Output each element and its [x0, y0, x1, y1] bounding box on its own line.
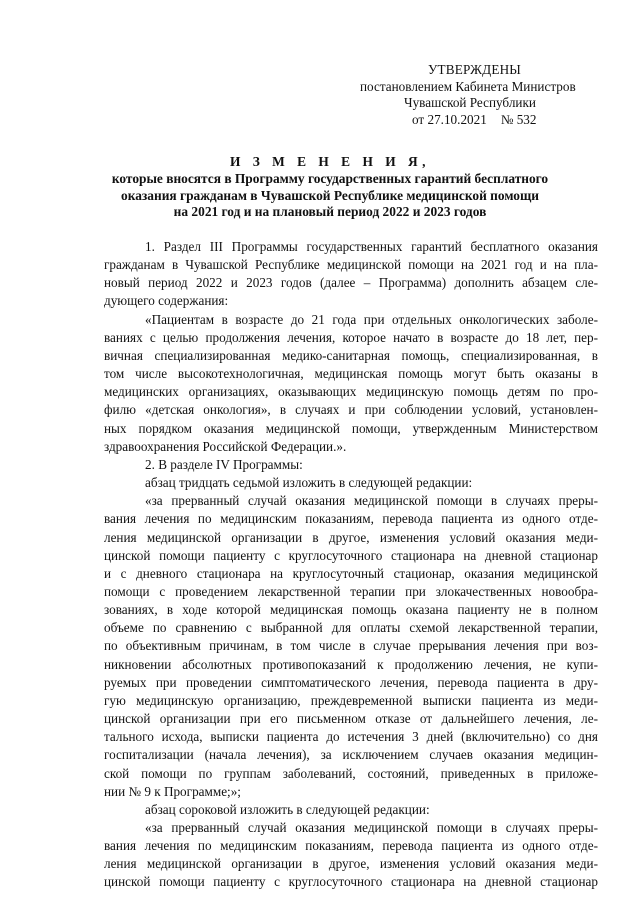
body-line: ваниях с целью продолжения лечения, которое начато в возрасте до 18 лет, пер-: [104, 329, 598, 345]
body-line: филю «детская онкология», в случаях и при соблюдении условий, установлен-: [104, 402, 598, 418]
body-line: зованиях, в ходе которой медицинская помощь оказана пациенту не в полном: [104, 602, 598, 618]
body-line: вания лечения по медицинским показаниям, перевода пациента из одного отде-: [104, 838, 598, 854]
body-line: помощи с проведением лекарственной терапии при злокачественных новообра-: [104, 583, 598, 599]
approval-date: от 27.10.2021: [412, 111, 487, 127]
body-line: ской помощи по группам заболеваний, состояний, приведенных в приложе-: [104, 765, 598, 781]
body-line: вания лечения по медицинским показаниям, перевода пациента из одного отде-: [104, 511, 598, 527]
body-line: 1. Раздел III Программы государственных гарантий бесплатного оказания: [145, 239, 598, 254]
body-line: абзац тридцать седьмой изложить в следующей редакции:: [145, 475, 473, 491]
body-line: и с дневного стационара на круглосуточный стационар, оказания медицинской: [104, 565, 598, 581]
title-main: И З М Е Н Е Н И Я,: [229, 154, 431, 169]
title-sub-line: которые вносятся в Программу государственных гарантий бесплатного: [111, 170, 549, 186]
approval-line-republic: Чувашской Республики: [404, 95, 536, 110]
body-line: никновении абсолютных противопоказаний к продолжению лечения, не купи-: [104, 656, 598, 672]
body-line: абзац сороковой изложить в следующей редакции:: [145, 801, 430, 817]
body-line: объеме по сравнению с выбранной для оплаты схемой лекарственной терапии,: [104, 620, 598, 636]
approval-block: [360, 62, 610, 128]
body-line: гражданам в Чувашской Республике медицинской помощи на 2021 год и на пла-: [104, 257, 598, 273]
body-line: 2. В разделе IV Программы:: [145, 456, 303, 472]
body-line: том числе высокотехнологичная, медицинская помощь могут быть оказаны в: [104, 366, 598, 382]
body-line: ления медицинской организации в другое, изменения условий оказания меди-: [104, 856, 598, 872]
body-line: госпитализации (начала лечения), за исключением случаев оказания медицин-: [104, 747, 598, 763]
body-line: цинской помощи пациенту с круглосуточного стационара на дневной стационар: [104, 547, 598, 563]
body-line: «Пациентам в возрасте до 21 года при отдельных онкологических заболе-: [145, 311, 598, 327]
approval-line-date: [360, 112, 610, 129]
body-line: ных порядком оказания медицинской помощи, утвержденным Министерством: [104, 420, 598, 436]
title-sub-line: оказания гражданам в Чувашской Республике медицинской помощи: [121, 187, 539, 203]
body-line: вичная специализированная медико-санитарная помощь, специализированная, в: [104, 347, 598, 363]
approval-number: № 532: [500, 111, 537, 127]
body-line: новый период 2022 и 2023 годов (далее – Программа) дополнить абзацем сле-: [104, 275, 598, 291]
body-line: тального исхода, выписки пациента до истечения 3 дней (включительно) со дня: [104, 729, 598, 745]
body-line: «за прерванный случай оказания медицинской помощи в случаях преры-: [145, 493, 598, 509]
body-line: «за прерванный случай оказания медицинской помощи в случаях преры-: [145, 820, 598, 835]
body-line: цинской организации при его письменном отказе от дальнейшего лечения, ле-: [104, 711, 598, 727]
approval-line-cabinet: постановлением Кабинета Министров: [360, 78, 576, 94]
body-line: гую медицинскую организацию, преждевременной выписки пациента из меди-: [104, 692, 598, 708]
document-title: [90, 154, 570, 221]
body-line: нии № 9 к Программе;»;: [104, 783, 241, 799]
body-line: руемых при проведении симптоматического лечения, перевода пациента в дру-: [104, 674, 598, 690]
body-line: цинской помощи пациенту с круглосуточного стационара на дневной стационар: [104, 874, 598, 890]
document-body: [104, 238, 598, 892]
body-line: медицинских организациях, оказывающих медицинскую помощь детям по про-: [104, 384, 598, 400]
body-line: ления медицинской организации в другое, изменения условий оказания меди-: [104, 529, 598, 545]
body-line: дующего содержания:: [104, 293, 229, 309]
body-line: здравоохранения Российской Федерации.».: [104, 438, 347, 454]
title-sub-line: на 2021 год и на плановый период 2022 и 2023 годов: [173, 204, 487, 220]
body-line: по объективным причинам, в том числе в случае прерывания лечения при воз-: [104, 638, 598, 654]
approval-title: УТВЕРЖДЕНЫ: [428, 62, 522, 77]
